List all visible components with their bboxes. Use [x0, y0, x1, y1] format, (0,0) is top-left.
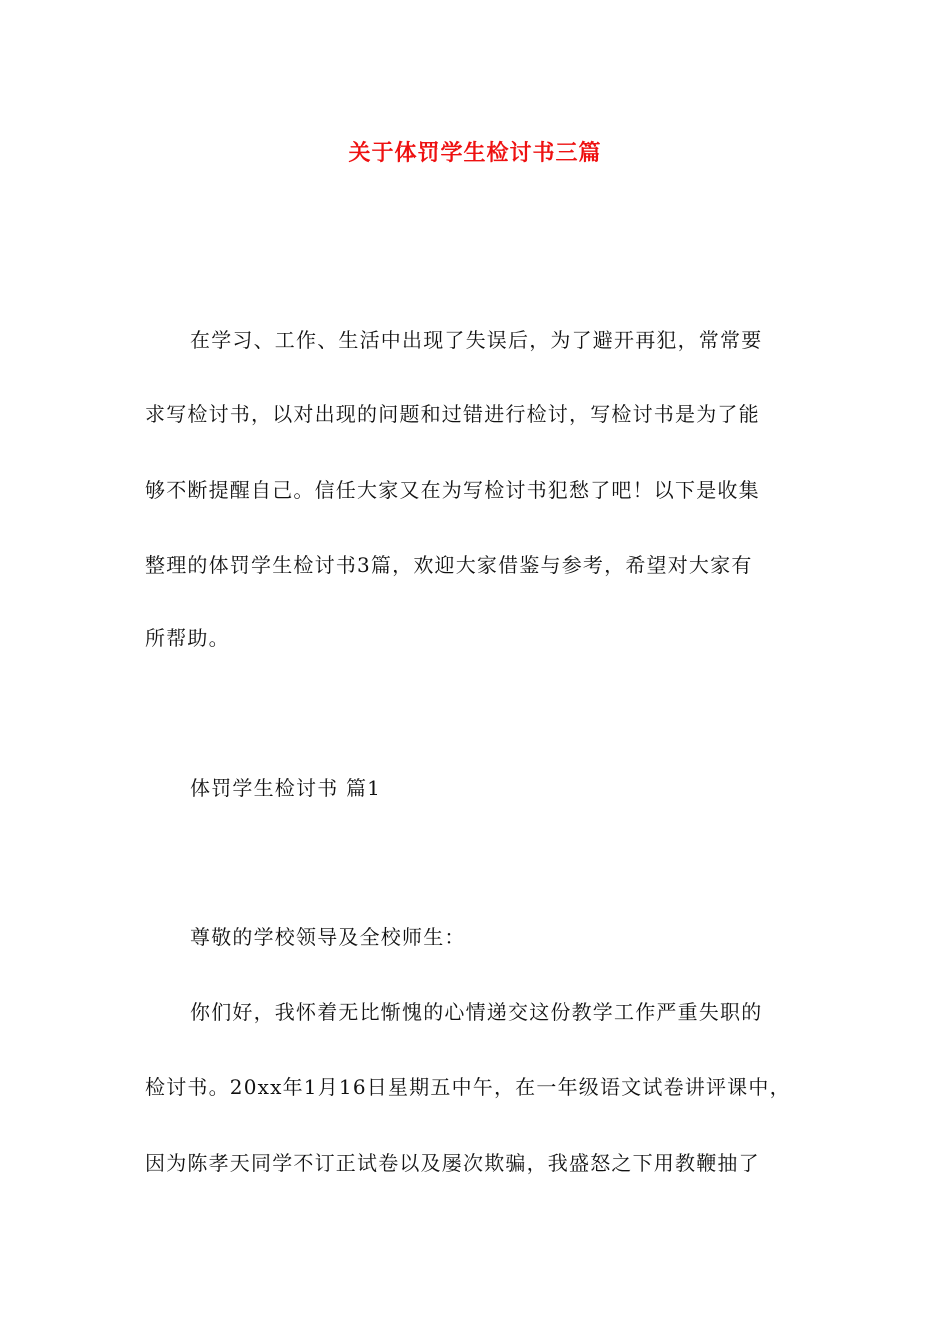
section-heading: 体罚学生检讨书 篇1	[190, 776, 382, 800]
intro-line-1: 在学习、工作、生活中出现了失误后，为了避开再犯，常常要	[190, 328, 763, 352]
intro-line-5: 所帮助。	[145, 626, 230, 650]
intro-line-4: 整理的体罚学生检讨书3篇，欢迎大家借鉴与参考，希望对大家有	[145, 553, 753, 577]
intro-line-3: 够不断提醒自己。信任大家又在为写检讨书犯愁了吧！以下是收集	[145, 478, 760, 502]
body-line-2: 检讨书。20xx年1月16日星期五中午，在一年级语文试卷讲评课中，	[145, 1075, 791, 1099]
body-line-3: 因为陈孝天同学不订正试卷以及屡次欺骗，我盛怒之下用教鞭抽了	[145, 1151, 760, 1175]
document-title: 关于体罚学生检讨书三篇	[348, 140, 602, 166]
body-line-1: 你们好，我怀着无比惭愧的心情递交这份教学工作严重失职的	[190, 1000, 763, 1024]
intro-line-2: 求写检讨书，以对出现的问题和过错进行检讨，写检讨书是为了能	[145, 402, 760, 426]
salutation: 尊敬的学校领导及全校师生：	[190, 925, 466, 949]
